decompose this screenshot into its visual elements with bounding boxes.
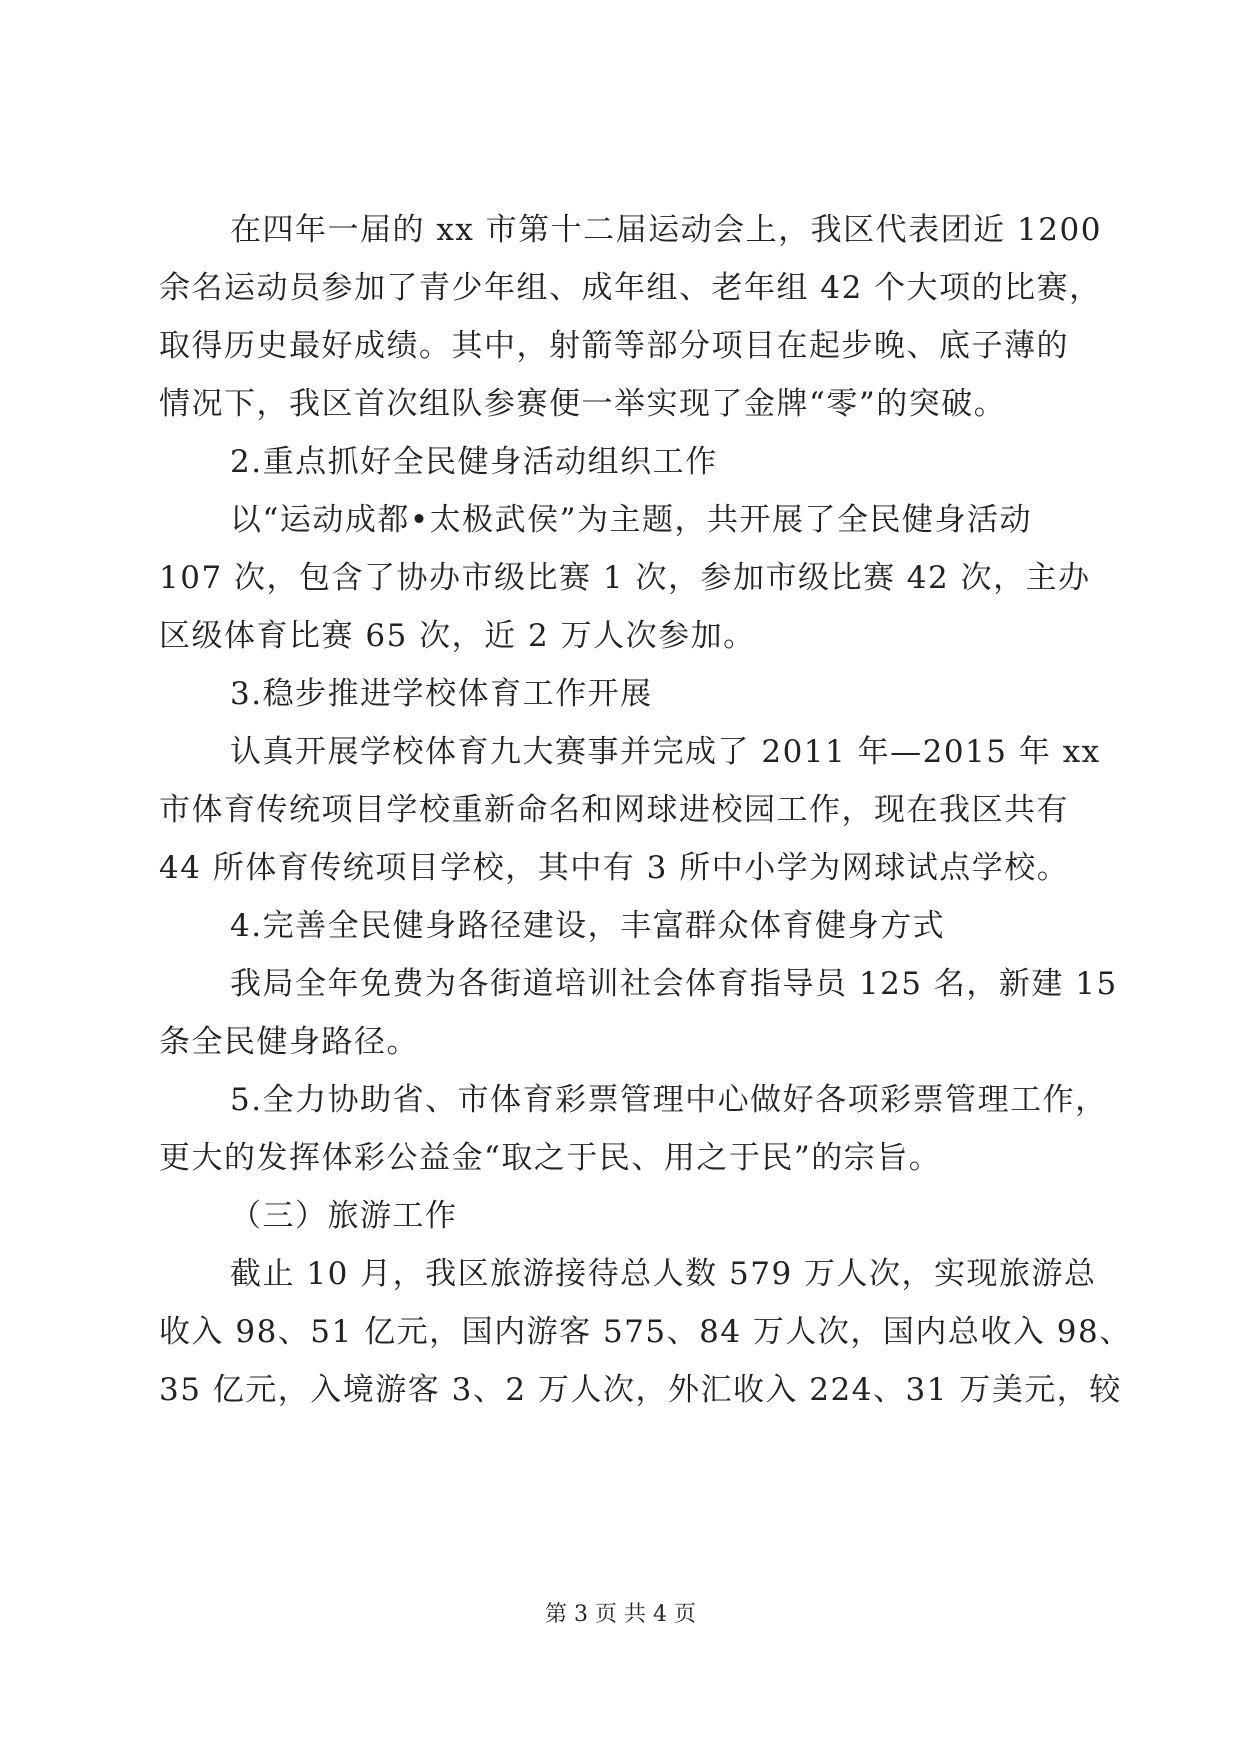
paragraph-line: 35 亿元，入境游客 3、2 万人次，外汇收入 224、31 万美元，较: [159, 1372, 1122, 1408]
paragraph-line: 以“运动成都•太极武侯”为主题，共开展了全民健身活动: [230, 502, 1032, 538]
paragraph-line: 区级体育比赛 65 次，近 2 万人次参加。: [159, 618, 756, 654]
section-heading: 5.全力协助省、市体育彩票管理中心做好各项彩票管理工作，: [230, 1082, 1108, 1118]
paragraph-line: 107 次，包含了协办市级比赛 1 次，参加市级比赛 42 次，主办: [159, 560, 1091, 596]
section-heading: 3.稳步推进学校体育工作开展: [230, 676, 653, 712]
section-heading: 2.重点抓好全民健身活动组织工作: [230, 444, 718, 480]
paragraph-line: 条全民健身路径。: [159, 1024, 419, 1060]
paragraph-line: 更大的发挥体彩公益金“取之于民、用之于民”的宗旨。: [159, 1140, 942, 1176]
section-heading: 4.完善全民健身路径建设，丰富群众体育健身方式: [230, 908, 946, 944]
paragraph-line: 余名运动员参加了青少年组、成年组、老年组 42 个大项的比赛，: [159, 270, 1102, 306]
paragraph-line: 情况下，我区首次组队参赛便一举实现了金牌“零”的突破。: [159, 386, 1007, 422]
section-heading: （三）旅游工作: [230, 1198, 458, 1234]
paragraph-line: 市体育传统项目学校重新命名和网球进校园工作，现在我区共有: [159, 792, 1069, 828]
paragraph-line: 取得历史最好成绩。其中，射箭等部分项目在起步晚、底子薄的: [159, 328, 1069, 364]
paragraph-line: 44 所体育传统项目学校，其中有 3 所中小学为网球试点学校。: [159, 850, 1070, 886]
paragraph-line: 认真开展学校体育九大赛事并完成了 2011 年—2015 年 xx: [230, 734, 1101, 770]
paragraph-line: 收入 98、51 亿元，国内游客 575、84 万人次，国内总收入 98、: [159, 1314, 1132, 1350]
page-footer: 第 3 页 共 4 页: [545, 1602, 696, 1627]
paragraph-line: 截止 10 月，我区旅游接待总人数 579 万人次，实现旅游总: [230, 1256, 1097, 1292]
paragraph-line: 在四年一届的 xx 市第十二届运动会上，我区代表团近 1200: [230, 212, 1102, 248]
paragraph-line: 我局全年免费为各街道培训社会体育指导员 125 名，新建 15: [230, 966, 1118, 1002]
